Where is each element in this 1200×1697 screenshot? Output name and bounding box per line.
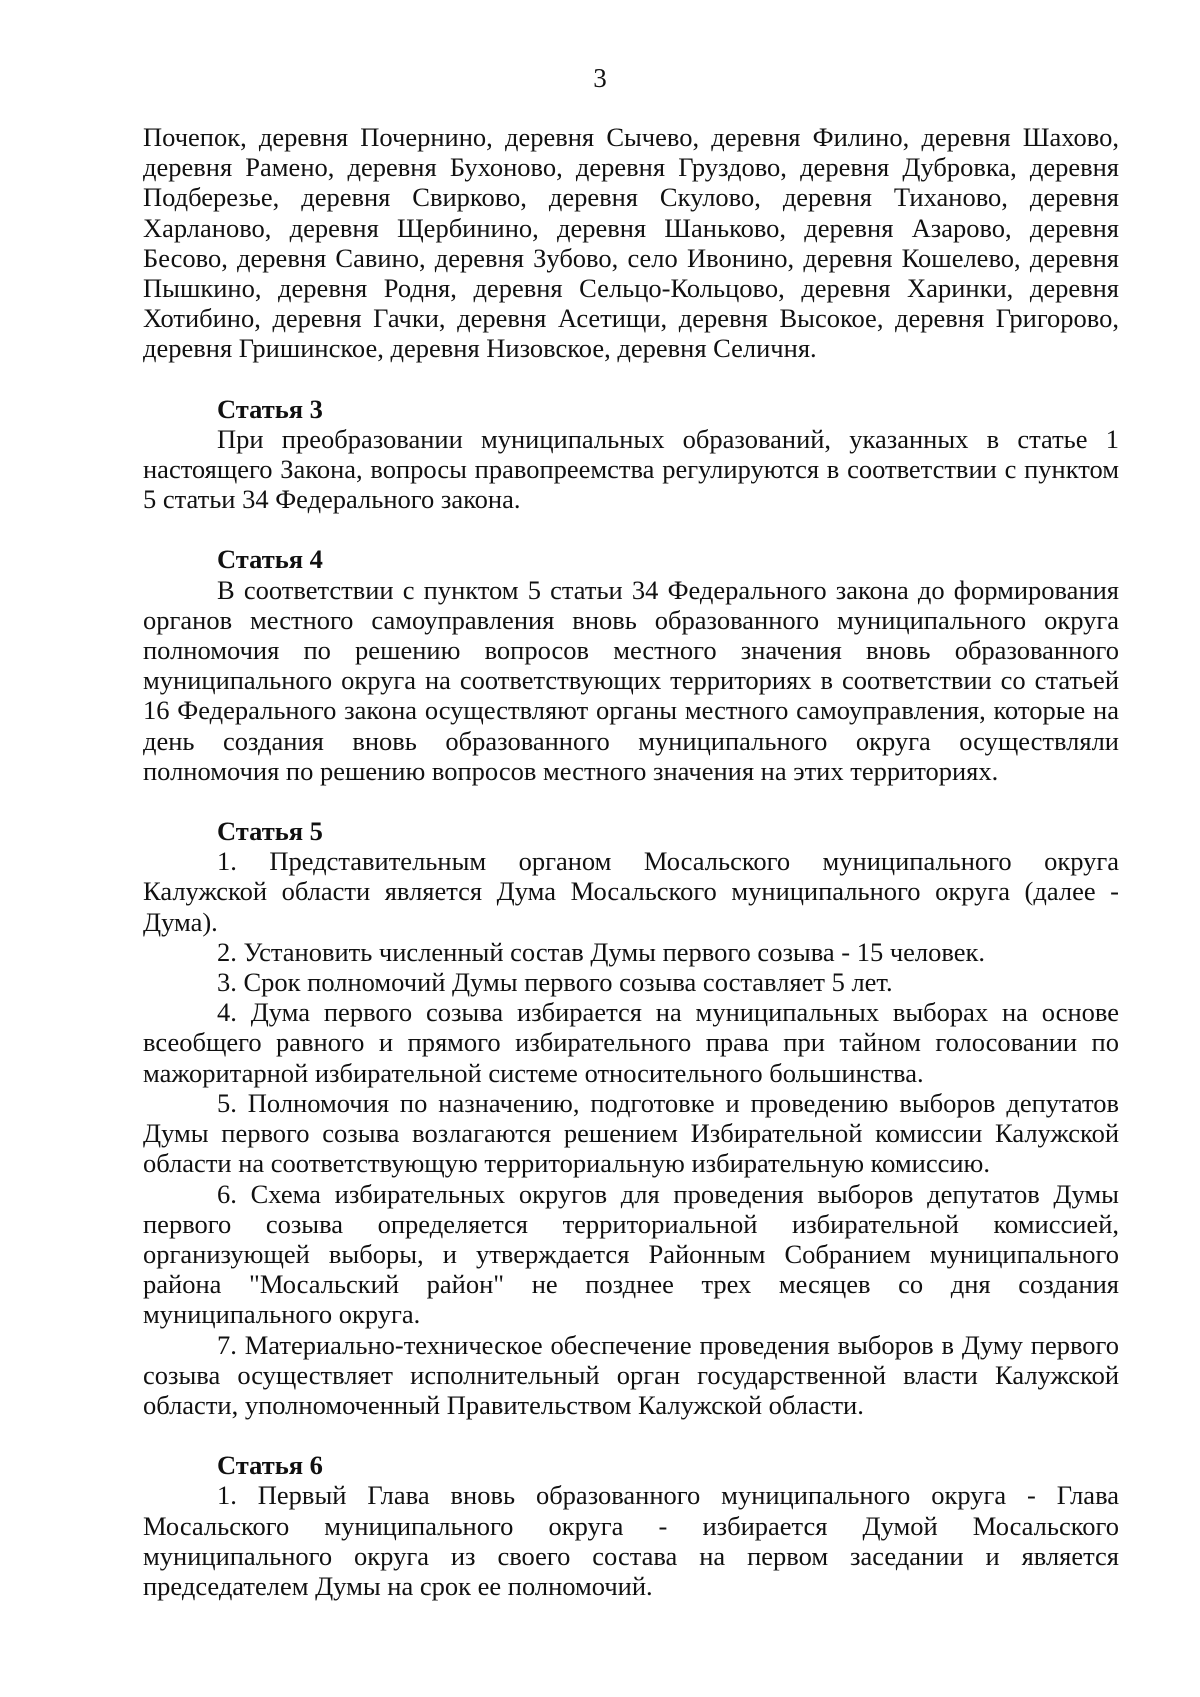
article-paragraph: При преобразовании муниципальных образований, указанных в статье 1 настоящего Закона, вопросы правопреемства регулируются в соответствии с пунктом 5 статьи 34 Федерального закона. [143,423,1119,515]
article-paragraph: В соответствии с пунктом 5 статьи 34 Федерального закона до формирования органов местного самоуправления вновь образованного муниципального округа полномочия по решению вопросов местного значения вновь образованного муниципального округа на соответствующих территориях в соответствии со статьей 16 Федерального закона осуществляют органы местного самоуправления, которые на день создания вновь образованного муниципального округа осуществляли полномочия по решению вопросов местного значения на этих территориях. [143,574,1119,786]
article-heading: Статья 5 [217,816,323,847]
article-paragraph: 2. Установить численный состав Думы первого созыва - 15 человек. [217,936,986,967]
document-body [143,122,1119,1601]
article-paragraph: 3. Срок полномочий Думы первого созыва составляет 5 лет. [217,967,893,998]
intro-paragraph: Почепок, деревня Почернино, деревня Сычево, деревня Филино, деревня Шахово, деревня Рамено, деревня Бухоново, деревня Груздово, деревня Дубровка, деревня Подберезье, деревня Свирково, деревня Скулово, деревня Тиханово, деревня Харланово, деревня Щербинино, деревня Шаньково, деревня Азарово, деревня Бесово, деревня Савино, деревня Зубово, село Ивонино, деревня Кошелево, деревня Пышкино, деревня Родня, деревня Сельцо-Кольцово, деревня Харинки, деревня Хотибино, деревня Гачки, деревня Асетищи, деревня Высокое, деревня Григорово, деревня Гришинское, деревня Низовское, деревня Селичня. [143,122,1119,364]
article-heading: Статья 3 [217,393,323,424]
article-heading: Статья 6 [217,1450,323,1481]
article-paragraph: 1. Первый Глава вновь образованного муниципального округа - Глава Мосальского муниципального округа - избирается Думой Мосальского муниципального округа из своего состава на первом заседании и является председателем Думы на срок ее полномочий. [143,1480,1119,1601]
article-4 [143,544,1119,786]
article-3 [143,394,1119,515]
article-6 [143,1450,1119,1601]
page-number: 3 [593,63,607,93]
article-paragraph: 6. Схема избирательных округов для проведения выборов депутатов Думы первого созыва определяется территориальной избирательной комиссией, организующей выборы, и утверждается Районным Собранием муниципального района "Мосальский район" не позднее трех месяцев со дня создания муниципального округа. [143,1178,1119,1330]
article-paragraph: 7. Материально-техническое обеспечение проведения выборов в Думу первого созыва осуществляет исполнительный орган государственной власти Калужской области, уполномоченный Правительством Калужской области. [143,1329,1119,1420]
article-paragraph: 5. Полномочия по назначению, подготовке и проведению выборов депутатов Думы первого созыва возлагаются решением Избирательной комиссии Калужской области на соответствующую территориальную избирательную комиссию. [143,1087,1119,1179]
article-5 [143,816,1119,1420]
article-paragraph: 1. Представительным органом Мосальского муниципального округа Калужской области является Дума Мосальского муниципального округа (далее - Дума). [143,846,1119,937]
article-paragraph: 4. Дума первого созыва избирается на муниципальных выборах на основе всеобщего равного и прямого избирательного права при тайном голосовании по мажоритарной избирательной системе относительного большинства. [143,997,1119,1088]
article-heading: Статья 4 [217,544,323,575]
